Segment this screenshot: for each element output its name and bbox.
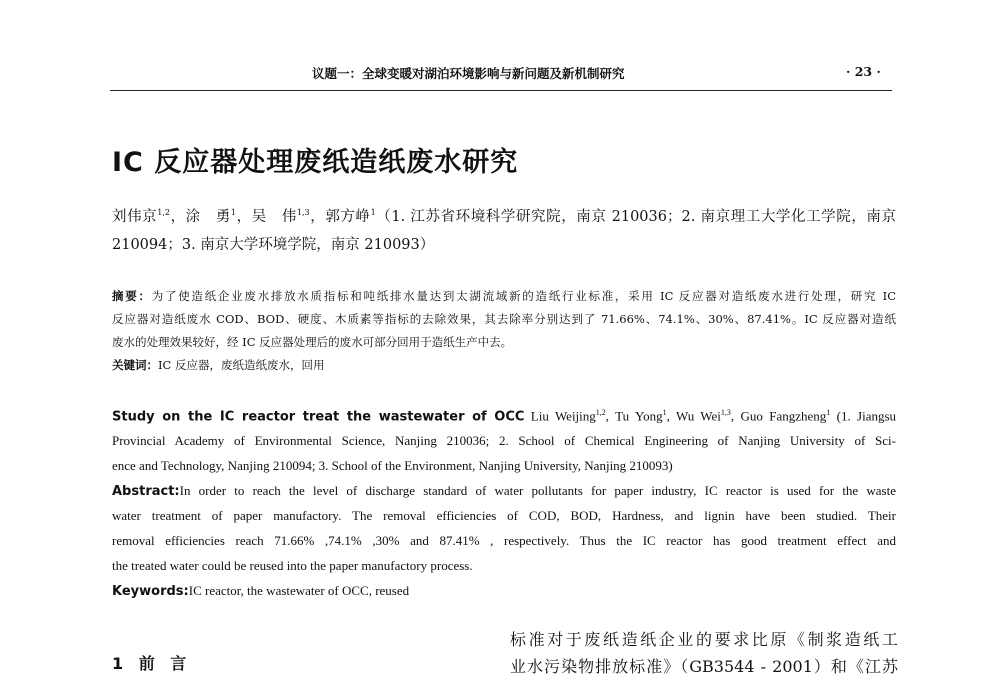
keywords-en	[112, 583, 896, 599]
author: Liu Weijing	[530, 408, 596, 424]
author: 吴 伟	[251, 209, 297, 225]
author: Guo Fangzheng	[740, 408, 827, 424]
affiliation-en-line: Provincial Academy of Environmental Science, Nanjing 210036; 2. School of Chemical Engineering of Nanjing University of Sci-	[112, 433, 896, 448]
running-header: 议题一：全球变暖对湖泊环境影响与新问题及新机制研究	[312, 66, 625, 81]
abstract-en-line: water treatment of paper manufactory. The removal efficiencies of COD, BOD, Hardness, and lignin have been studied. Their	[112, 508, 896, 523]
author-sup: 1,2	[595, 408, 606, 417]
author-sup: 1,3	[296, 208, 310, 218]
affiliation-cn-2: 210094；3. 南京大学环境学院，南京 210093）	[112, 237, 435, 253]
body-text-line: 业水污染物排放标准》（GB3544 - 2001）和《江苏	[510, 657, 898, 676]
abstract-cn-line	[112, 288, 896, 304]
author: Wu Wei	[675, 408, 721, 424]
abstract-cn-line: 废水的处理效果较好，经 IC 反应器处理后的废水可部分回用于造纸生产中去。	[112, 335, 513, 349]
affiliation-en-line: ence and Technology, Nanjing 210094; 3. School of the Environment, Nanjing University, Nanjing 210093)	[112, 458, 673, 473]
keywords-label: 关键词：	[112, 358, 158, 372]
abstract-text: In order to reach the level of discharge standard of water pollutants for paper industry, IC reactor is used for the waste	[179, 483, 896, 498]
author-sup: 1	[370, 208, 376, 218]
author: 郭方峥	[325, 209, 371, 225]
affiliation: （1. 江苏省环境科学研究院，南京 210036；2. 南京理工大学化工学院，南京	[375, 209, 897, 225]
author-sup: 1	[826, 408, 831, 417]
affiliation: (1. Jiangsu	[836, 408, 897, 424]
abstract-label: 摘要：	[112, 289, 152, 303]
english-title: Study on the IC reactor treat the wastewater of OCC	[112, 409, 525, 425]
section-heading: 1 前 言	[112, 654, 187, 673]
abstract-en-line: the treated water could be reused into the paper manufactory process.	[112, 558, 473, 573]
header-rule	[110, 90, 892, 91]
author: Tu Yong	[615, 408, 663, 424]
paper-title: IC 反应器处理废纸造纸废水研究	[112, 147, 519, 178]
page-number: · 23 ·	[846, 64, 881, 79]
abstract-label: Abstract:	[112, 484, 180, 499]
abstract-text: 为了使造纸企业废水排放水质指标和吨纸排水量达到太湖流域新的造纸行业标准，采用 IC 反应器对造纸废水进行处理，研究 IC	[151, 289, 897, 303]
author-sup: 1,2	[157, 208, 170, 218]
author-sup: 1	[662, 408, 667, 417]
keywords-text: IC reactor, the wastewater of OCC, reused	[188, 583, 410, 598]
english-title-line: Study on the IC reactor treat the wastewater of OCC Liu Weijing$^{1,2}$, Tu Yong$^1$, Wu Wei$^{1,3}$, Guo Fangzheng$^1$ (1. Jiangsu	[112, 408, 897, 425]
abstract-en-line	[112, 483, 896, 499]
keywords-cn	[112, 357, 896, 373]
author-sup: 1	[230, 208, 236, 218]
authors-cn: 刘伟京$^{1,2}$，涂 勇$^1$，吴 伟$^{1,3}$，郭方峥$^1$（1. 江苏省环境科学研究院，南京 210036；2. 南京理工大学化工学院，南京	[112, 208, 897, 225]
author: 涂 勇	[185, 209, 231, 225]
body-text-line: 标准对于废纸造纸企业的要求比原《制浆造纸工	[510, 630, 898, 649]
keywords-label: Keywords:	[112, 584, 189, 599]
abstract-cn-line: 反应器对造纸废水 COD、BOD、硬度、木质素等指标的去除效果，其去除率分别达到了 71.66%、74.1%、30%、87.41%。IC 反应器对造纸	[112, 312, 896, 326]
author: 刘伟京	[112, 209, 158, 225]
abstract-en-line: removal efficiencies reach 71.66% ,74.1% ,30% and 87.41% , respectively. Thus the IC reactor has good treatment effect and	[112, 533, 896, 548]
author-sup: 1,3	[720, 408, 731, 417]
keywords-text: IC 反应器，废纸造纸废水，回用	[158, 358, 325, 372]
